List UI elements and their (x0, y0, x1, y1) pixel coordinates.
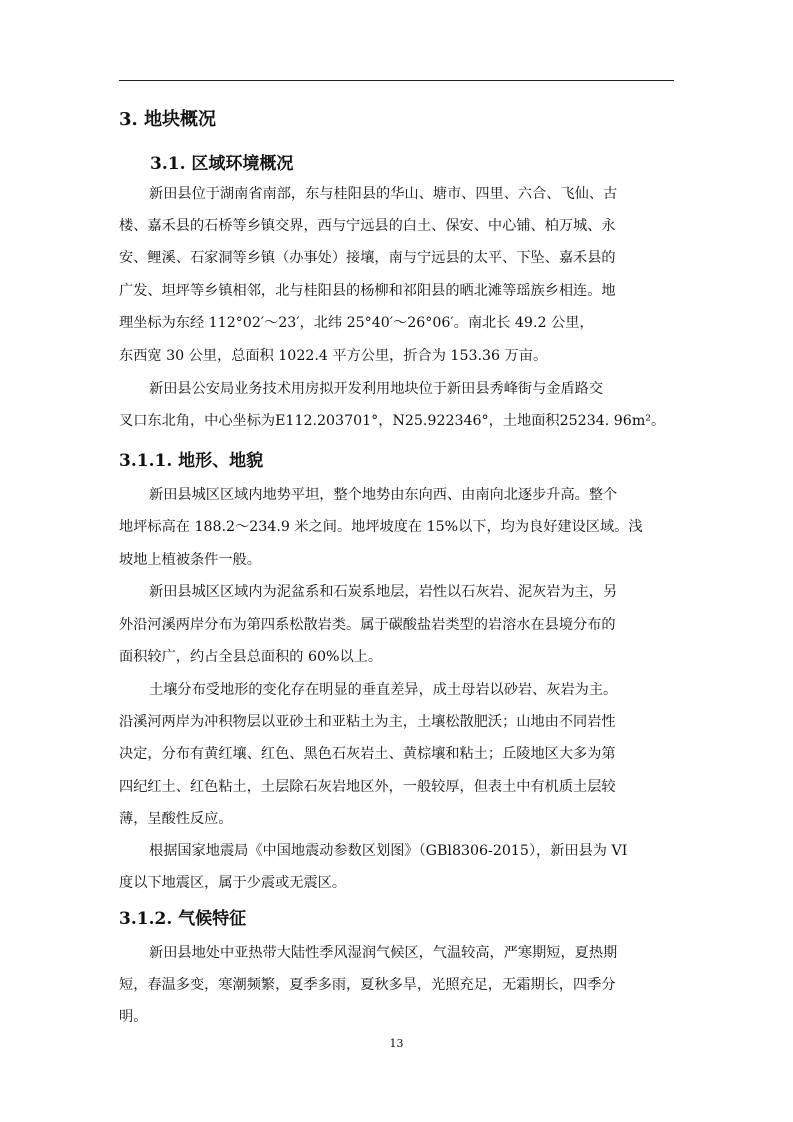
paragraph-line: 新田县城区区域内地势平坦，整个地势由东向西、由南向北逐步升高。整个 (149, 487, 618, 503)
paragraph-line: 四纪红土、红色粘土，土层除石灰岩地区外，一般较厚，但表土中有机质土层较 (119, 779, 616, 795)
paragraph-line: 决定，分布有黄红壤、红色、黑色石灰岩土、黄棕壤和粘土；丘陵地区大多为第 (119, 746, 616, 762)
paragraph-line: 叉口东北角，中心坐标为E112.203701°，N25.922346°，土地面积25234. 96m²。 (119, 413, 666, 429)
heading-climate: 3.1.2. 气候特征 (119, 909, 247, 929)
paragraph-line: 短，春温多变，寒潮频繁，夏季多雨，夏秋多旱，光照充足，无霜期长，四季分 (119, 977, 616, 993)
paragraph-line: 明。 (119, 1009, 148, 1025)
paragraph-line: 面积较广，约占全县总面积的 60%以上。 (119, 649, 383, 665)
paragraph-line: 新田县城区区域内为泥盆系和石炭系地层，岩性以石灰岩、泥灰岩为主，另 (149, 584, 618, 600)
header-rule (119, 80, 674, 81)
subsection-heading: 3.1. 区域环境概况 (150, 154, 294, 174)
paragraph-line: 根据国家地震局《中国地震动参数区划图》（GBl8306-2015），新田县为 VI (149, 843, 628, 859)
paragraph-line: 土壤分布受地形的变化存在明显的垂直差异，成土母岩以砂岩、灰岩为主。 (149, 682, 618, 698)
page-number: 13 (389, 1037, 404, 1050)
paragraph-line: 广发、坦坪等乡镇相邻，北与桂阳县的杨柳和祁阳县的晒北滩等瑶族乡相连。地 (119, 283, 616, 299)
paragraph-line: 安、鲤溪、石家洞等乡镇（办事处）接壤，南与宁远县的太平、下坠、嘉禾县的 (119, 250, 616, 266)
paragraph-line: 地坪标高在 188.2～234.9 米之间。地坪坡度在 15%以下，均为良好建设区域。浅 (119, 519, 643, 535)
heading-terrain: 3.1.1. 地形、地貌 (119, 451, 264, 471)
paragraph-line: 东西宽 30 公里，总面积 1022.4 平方公里，折合为 153.36 万亩。 (119, 348, 548, 364)
paragraph-line: 度以下地震区，属于少震或无震区。 (119, 875, 347, 891)
paragraph-line: 坡地上植被条件一般。 (119, 552, 261, 568)
paragraph-line: 新田县位于湖南省南部，东与桂阳县的华山、塘市、四里、六合、飞仙、古 (149, 186, 618, 202)
paragraph-line: 沿溪河两岸为冲积物层以亚砂土和亚粘土为主，土壤松散肥沃；山地由不同岩性 (119, 714, 616, 730)
paragraph-line: 新田县公安局业务技术用房拟开发利用地块位于新田县秀峰街与金盾路交 (149, 381, 604, 397)
paragraph-line: 楼、嘉禾县的石桥等乡镇交界，西与宁远县的白土、保安、中心铺、柏万城、永 (119, 218, 616, 234)
paragraph-line: 薄，呈酸性反应。 (119, 811, 233, 827)
paragraph-line: 新田县地处中亚热带大陆性季风湿润气候区，气温较高，严寒期短，夏热期 (149, 945, 618, 961)
paragraph-line: 理坐标为东经 112°02′～23′，北纬 25°40′～26°06′。南北长 49.2 公里， (119, 315, 594, 331)
section-heading: 3. 地块概况 (119, 109, 217, 130)
paragraph-line: 外沿河溪两岸分布为第四系松散岩类。属于碳酸盐岩类型的岩溶水在县境分布的 (119, 617, 616, 633)
